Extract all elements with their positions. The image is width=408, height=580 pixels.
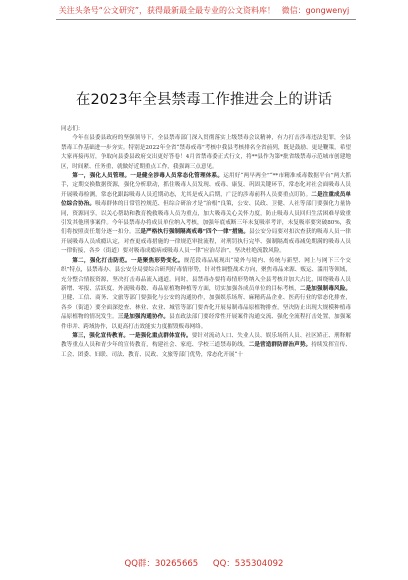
section-1-text-3: 县公安分局要对扣次查获的吸毒人员一律开展吸毒人员成瘾认定，对查更戒毒措施的一律规范审批流程，对刑罚执行完毕、强制隔离戒毒减免期满的吸毒人员一律衔接，各乡（街道）要对吸毒成瘾病戒吸毒人员一律“应治尽治”，坚决杜绝流散风险。 [61, 229, 351, 255]
header-wechat-text: 微信：gongwenyj [281, 6, 350, 15]
greeting: 同志们： [61, 126, 84, 132]
section-1-text-2: 吸毒群体的日常管控规范、但综合研治才是“治根”良策，公安、民政、卫健、人社等部门要强化力量协同，资源同享，以关心帮助和教育挽救吸毒人员为重点，加大吸毒关心关怀力度，防止吸毒人员回归生活困难导致重引发其他刑事案件。今年县禁毒办将成员单位纳入考核，加强年底戒断三年未复吸率考评，未复吸率要突破80%，我们将按照责任划分逐一扣分。 [61, 201, 351, 236]
document-body [61, 125, 351, 360]
section-2-heading: 第二，强化打击防范。一是聚焦形势变化。 [72, 257, 184, 264]
section-2-subheading-3: 三是加强沟通协作。 [117, 314, 170, 321]
section-3-subheading-2: 二是营造群防群治声势。 [248, 342, 312, 349]
section-2-paragraph [61, 257, 351, 332]
footer-contact [0, 558, 408, 570]
section-3-heading: 第三，强化宣传教育。一是强化重点群体宣传。 [72, 332, 192, 339]
header-divider [56, 19, 356, 20]
section-2-text-3: 县直政法部门要经常性开展案件沟通交流、强化全流程打击处置，加强案件串并、跨域协作，以更高打击效能实力度摧毁贩毒网络。 [61, 314, 351, 330]
intro-paragraph: 今年在县委县政府的坚强领导下，全县禁毒部门深入贯彻落实上级禁毒会议精神，有力打击涉毒违法犯罪，全县禁毒工作基础进一步夯实。特别是2022年全省“禁毒戒毒”考核中我县考核排名全省前列，既是鼓励、更是鞭策，希望大家再接再厉，争取向县委县政府交出更好答卷！4月省禁毒委正式行文，将**县作为第*批省级禁毒示范城市创建地区，时间紧、任务重，就做好近期重点工作，我强调三点意见。 [61, 135, 351, 170]
section-2-text-1: 规范段毒品展现出“境外与境内、传统与新型、网上与网下三个交织”特点，县禁毒办、县公安分局要综合研判好毒情形势，针对性调整战术方向，聚焦毒品来源、贩运、滥用等领域，充分整合情报资源，坚决打击毒品流入通道。同时，县禁毒办要将毒情形势纳入全县考核并加大占比，围绕吸毒人员新增、零报、活跃度、外流吸毒数、毒品原植物种植等方面，切实加强各成员单位的目标考核， [61, 257, 351, 292]
section-1-text-1: 运用好“两早两全”“**市精准戒毒数据平台”两大抓手，定期交换数据资源，强化分析联动，抓住吸毒人员发现、戒毒、康复、巩固关键环节，常态化对社会面吸毒人员开展吸毒检测，常态化跟踪吸毒人员近期动态，尤其是戒入后期，广泛的涉毒前科人员要重点盯防。 [61, 173, 351, 198]
section-1-paragraph [61, 172, 351, 257]
section-3-paragraph [61, 332, 351, 360]
document-title: 在2023年全县禁毒工作推进会上的讲话 [75, 92, 333, 108]
section-3-text-1: 要针对流动人口、失业人员、娱乐场所人员、社区矫正、刑释解教等重点人员和青少年的宣传教育，构建社会、家庭、学校三道禁毒防线， [61, 332, 351, 349]
header-banner [0, 5, 408, 16]
footer-qq: QQ：535304092 [212, 559, 284, 569]
section-3-text-2: 持续发挥宣传、工会、团委、妇联、司法、教育、民政、文旅等部门优势，常态化开展“十 [61, 342, 351, 358]
section-2-text-2: 卫健、工信、商务、文旅等部门要强化与公安的沟通协作，加强娱乐场所、麻精药品企业、医药行业的常态化排查，各乡（街道）要全面深挖查、林业、农业、城管等部门要杏化开展易制毒品原植物排查，坚决防止出现大规模种植毒品原植物的情况发生。 [61, 295, 351, 321]
header-promo-text: 关注头条号“公文研究”，获得最新最全最专业的公文资料库！ [58, 6, 276, 15]
footer-qq-group: QQ群：30265665 [124, 559, 199, 569]
section-1-subheading-2: 二是注重成员单位综合协治。 [61, 191, 351, 208]
section-1-subheading-3: 三是严格执行强制隔离戒毒“四个一律”措施。 [134, 229, 250, 236]
section-1-heading: 第一，强化人员管理。一是健全涉毒人员常态化管理体系。 [72, 173, 224, 180]
section-2-subheading-2: 二是加强制毒风险。 [299, 285, 351, 292]
